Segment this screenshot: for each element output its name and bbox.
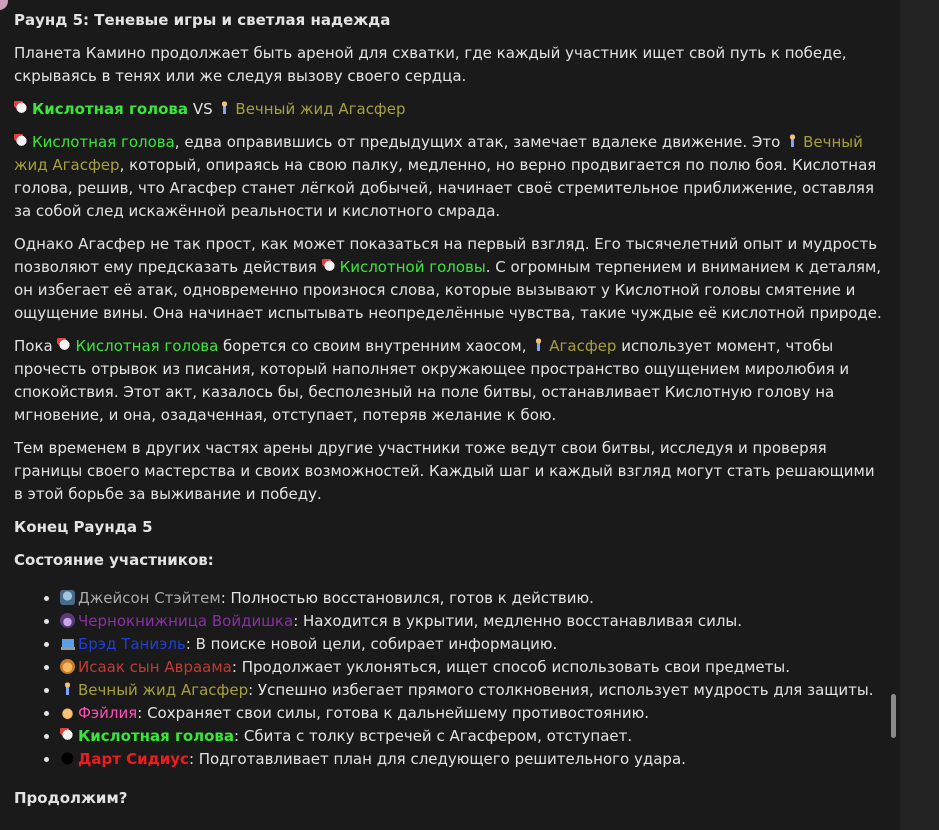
list-item [60, 610, 900, 633]
list-item [60, 656, 900, 679]
technologist-icon [60, 590, 75, 605]
matchup-line [14, 98, 406, 121]
chicken-head-icon [14, 134, 29, 149]
list-item [60, 587, 900, 610]
participant-status: : Полностью восстановился, готов к действию. [220, 589, 594, 607]
blonde-girl-icon [60, 705, 75, 720]
round-end-heading: Конец Раунда 5 [14, 518, 153, 536]
participant-status: : Находится в укрытии, медленно восстанавливая силы. [293, 612, 743, 630]
avatar [0, 0, 8, 10]
participant-name: Дарт Сидиус [78, 750, 189, 768]
participant-name: Джейсон Стэйтем [78, 589, 221, 607]
paragraph-5 [14, 437, 886, 506]
paragraph-text: , едва оправившись от предыдущих атак, замечает вдалеке движение. Это [174, 133, 786, 151]
paragraph-text: Однако Агасфер не так прост, как может показаться на первый взгляд. Его тысячелетний опыт и мудрость позволяют ему предсказать действия [14, 235, 878, 276]
acid-head-name: Кислотная голова [75, 337, 219, 355]
participant-name: Чернокнижница Войдишка [78, 612, 294, 630]
acid-head-name: Кислотная голова [32, 133, 175, 151]
agasfer-name: Вечный жид Агасфер [235, 100, 406, 118]
vs-label: VS [192, 100, 213, 118]
participants-list [14, 587, 900, 771]
participant-status: : Сбита с толку встречей с Агасфером, отступает. [234, 727, 633, 745]
status-heading: Состояние участников: [14, 551, 214, 569]
intro-text: Планета Камино продолжает быть ареной для схватки, где каждый участник ищет свой путь к победе, скрываясь в тенях или же следуя вызову своего сердца. [14, 44, 847, 85]
participant-name: Фэйлия [78, 704, 138, 722]
witch-icon [60, 613, 75, 628]
list-item [60, 679, 900, 702]
paragraph-2 [14, 131, 886, 223]
paragraph-text: Пока [14, 337, 58, 355]
paragraph-text: Тем временем в других частях арены другие участники тоже ведут свои битвы, исследуя и проверяя границы своего мастерства и своих возможностей. Каждый шаг и каждый взгляд могут стать решающими в этой борьбе за выживание и победу. [14, 439, 875, 503]
scrollbar-thumb[interactable] [891, 694, 896, 738]
walking-man-icon [217, 101, 232, 116]
chicken-head-icon [60, 728, 75, 743]
chicken-head-icon [322, 259, 337, 274]
acid-head-name: Кислотной головы [339, 258, 486, 276]
paragraph-4 [14, 335, 886, 427]
participant-name: Вечный жид Агасфер [78, 681, 249, 699]
paragraph-text: . С огромным терпением и вниманием к деталям, он избегает её атак, одновременно произнося слова, которые вызывают у Кислотной головы смятение и ощущение вины. Она начинает испытывать неопределённые чувства, такие чуждые её кислотной природе. [14, 258, 882, 322]
participant-status: : Подготавливает план для следующего решительного удара. [188, 750, 686, 768]
chicken-head-icon [14, 101, 29, 116]
participant-name: Исаак сын Авраама [78, 658, 232, 676]
walking-man-icon [60, 682, 75, 697]
agasfer-name: Вечный жид Агасфер [14, 133, 863, 174]
walking-man-icon [531, 338, 546, 353]
list-item [60, 702, 900, 725]
list-item [60, 748, 900, 771]
acid-head-name: Кислотная голова [32, 100, 189, 118]
round-title: Раунд 5: Теневые игры и светлая надежда [14, 11, 391, 29]
computer-icon [60, 636, 75, 651]
participant-status: : Сохраняет свои силы, готова к дальнейшему противостоянию. [137, 704, 650, 722]
walking-man-icon [785, 134, 800, 149]
participant-status: : В поиске новой цели, собирает информацию. [185, 635, 558, 653]
participant-status: : Продолжает уклоняться, ищет способ использовать свои предметы. [231, 658, 790, 676]
participant-status: : Успешно избегает прямого столкновения, использует мудрость для защиты. [248, 681, 874, 699]
paragraph-text: использует момент, чтобы прочесть отрывок из писания, который наполняет окружающее пространство ощущением миролюбия и спокойствия. Этот акт, казалось бы, бесполезный на поле битвы, останавливает Кислотную голову на мгновение, и она, озадаченная, отступает, потеряв желание к бою. [14, 337, 850, 424]
side-panel [900, 0, 939, 830]
closing-question: Продолжим? [14, 789, 128, 807]
paragraph-3 [14, 233, 886, 325]
list-item [60, 633, 900, 656]
intro-paragraph [14, 42, 886, 88]
boy-icon [60, 659, 75, 674]
participant-name: Кислотная голова [78, 727, 235, 745]
list-item [60, 725, 900, 748]
black-circle-icon [60, 751, 75, 766]
participant-name: Брэд Таниэль [78, 635, 186, 653]
paragraph-text: борется со своим внутренним хаосом, [218, 337, 532, 355]
agasfer-name: Агасфер [549, 337, 617, 355]
chicken-head-icon [57, 338, 72, 353]
paragraph-text: , который, опираясь на свою палку, медленно, но верно продвигается по полю боя. Кислотная голова, решив, что Агасфер станет лёгкой добычей, начинает своё стремительное приближение, оставляя за собой след искажённой реальности и кислотного смрада. [14, 156, 877, 220]
